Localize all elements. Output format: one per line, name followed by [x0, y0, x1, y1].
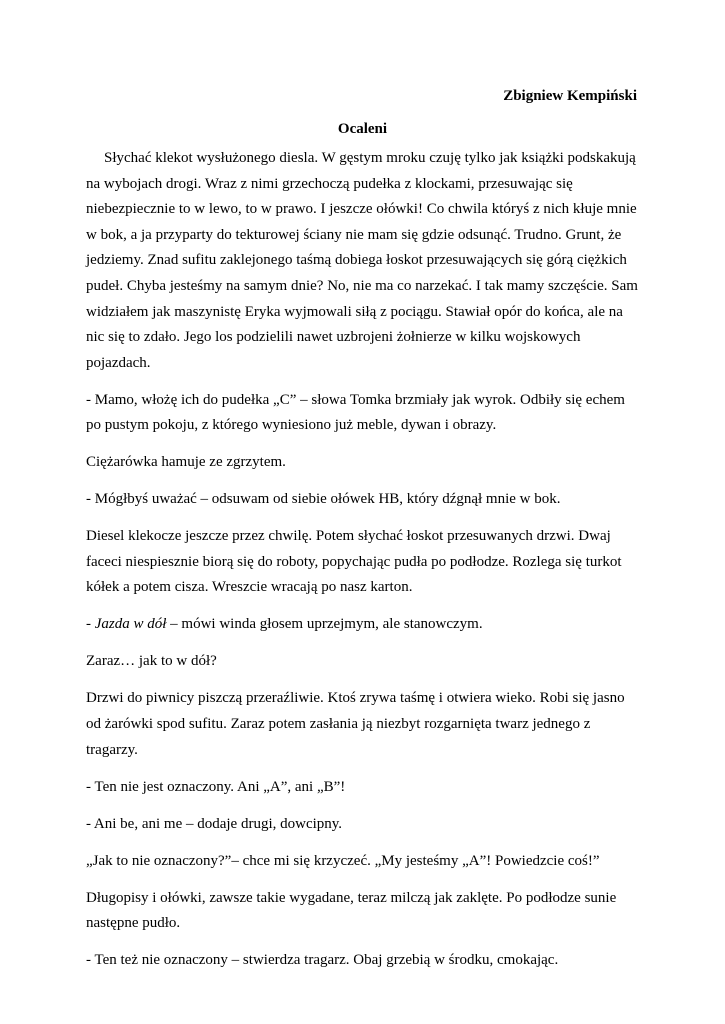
author-name: Zbigniew Kempiński	[503, 88, 637, 104]
story-body	[86, 146, 642, 985]
dialogue-italic: Jazda w dół	[94, 616, 167, 633]
dialogue-rest: – mówi winda głosem uprzejmym, ale stanowczym.	[166, 616, 483, 633]
paragraph: - Mamo, włożę ich do pudełka „C” – słowa Tomka brzmiały jak wyrok. Odbiły się echem po pustym pokoju, z którego wyniesiono już meble, dywan i obrazy.	[86, 391, 625, 434]
paragraph: „Jak to nie oznaczony?”– chce mi się krzyczeć. „My jesteśmy „A”! Powiedzcie coś!”	[86, 852, 600, 869]
paragraph: - Mógłbyś uważać – odsuwam od siebie ołówek HB, który dźgnął mnie w bok.	[86, 491, 561, 508]
paragraph: - Ani be, ani me – dodaje drugi, dowcipny.	[86, 815, 343, 832]
paragraph: Słychać klekot wysłużonego diesla. W gęstym mroku czuję tylko jak książki podskakują na wybojach drogi. Wraz z nimi grzechoczą pudełka z klockami, przesuwając się niebezpiecznie to w lewo, to w prawo. I jeszcze ołówki! Co chwila któryś z nich kłuje mnie w bok, a ja przyparty do tekturowej ściany nie mam się gdzie odsunąć. Trudno. Grunt, że jedziemy. Znad sufitu zaklejonego taśmą dobiega łoskot przesuwających się górą ciężkich pudeł. Chyba jesteśmy na samym dnie? No, nie ma co narzekać. I tak mamy szczęście. Sam widziałem jak maszynistę Eryka wyjmowali siłą z pociągu. Stawiał opór do końca, ale na nic się to zdało. Jego los podzielili nawet uzbrojeni żołnierze w kilku wojskowych pojazdach.	[86, 150, 638, 371]
story-title: Ocaleni	[337, 121, 388, 137]
paragraph: - Ten też nie oznaczony – stwierdza tragarz. Obaj grzebią w środku, cmokając.	[86, 952, 559, 969]
paragraph: Zaraz… jak to w dół?	[86, 653, 217, 670]
dialogue-prefix: -	[86, 616, 95, 633]
paragraph: Drzwi do piwnicy piszczą przeraźliwie. Ktoś zrywa taśmę i otwiera wieko. Robi się jasno od żarówki spod sufitu. Zaraz potem zasłania ją niezbyt rozgarnięta twarz jednego z tragarzy.	[86, 690, 625, 758]
paragraph: Diesel klekocze jeszcze przez chwilę. Potem słychać łoskot przesuwanych drzwi. Dwaj faceci niespiesznie biorą się do roboty, popychając pudła po podłodze. Rozlega się turkot kółek a potem cisza. Wreszcie wracają po nasz karton.	[86, 528, 622, 596]
paragraph: - Ten nie jest oznaczony. Ani „A”, ani „B”!	[86, 778, 346, 795]
paragraph: Długopisy i ołówki, zawsze takie wygadane, teraz milczą jak zaklęte. Po podłodze sunie następne pudło.	[86, 889, 617, 932]
paragraph-dialogue-elevator	[86, 612, 642, 638]
paragraph: Ciężarówka hamuje ze zgrzytem.	[86, 454, 286, 471]
